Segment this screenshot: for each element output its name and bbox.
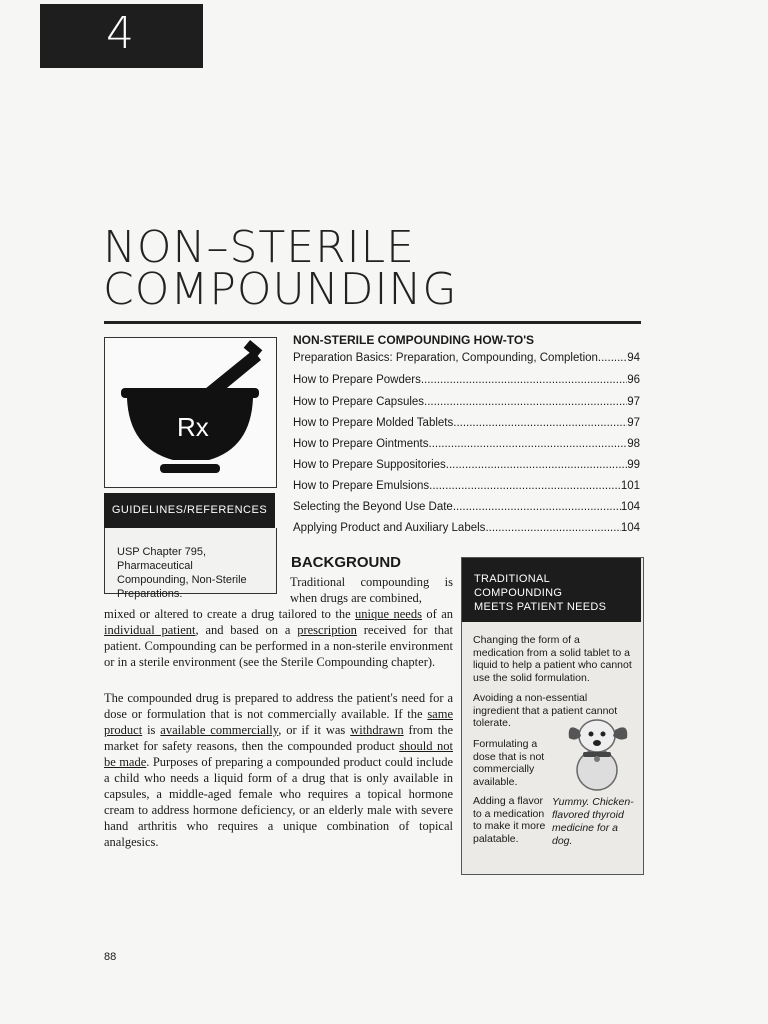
svg-text:Rx: Rx: [177, 412, 209, 442]
sidebar-item: Avoiding a non-essential ingredient that a patient cannot tolerate.: [473, 692, 618, 729]
sidebar-yummy-note: Yummy. Chicken-flavored thyroid medicine for a dog.: [552, 796, 634, 847]
background-paragraph-1-start: Traditional compounding is when drugs are combined,: [290, 575, 453, 605]
chapter-title-line-1: NON–STERILE: [103, 222, 415, 273]
guidelines-heading: GUIDELINES/REFERENCES: [104, 493, 275, 528]
toc-entry: How to Prepare Molded Tablets ..... 97: [293, 417, 640, 429]
background-paragraph-1: mixed or altered to create a drug tailored to the unique needs of an individual patient, and based on a prescription received for that patient. Compounding can be performed in a non-sterile environment or in a sterile environment (see the Sterile Compounding chapter).: [104, 607, 454, 669]
chapter-title-line-2: COMPOUNDING: [103, 264, 458, 315]
toc-entry: Preparation Basics: Preparation, Compounding, Completion ..... 94: [293, 352, 640, 364]
dog-icon: [565, 708, 635, 794]
sidebar-heading: TRADITIONAL COMPOUNDING MEETS PATIENT NEEDS: [462, 558, 641, 622]
sidebar-item: Formulating a dose that is not commercially available.: [473, 738, 545, 788]
background-heading: BACKGROUND: [291, 554, 401, 571]
toc-entry: How to Prepare Suppositories ..... 99: [293, 459, 640, 471]
mortar-pestle-illustration: [104, 337, 277, 488]
sidebar-item: Changing the form of a medication from a solid tablet to a liquid to help a patient who cannot use the solid formulation.: [473, 634, 632, 684]
title-divider: [104, 321, 641, 324]
toc-entry: How to Prepare Emulsions ..... 101: [293, 480, 640, 492]
howto-heading: NON-STERILE COMPOUNDING HOW-TO'S: [293, 333, 535, 347]
toc-entry: How to Prepare Ointments ..... 98: [293, 438, 640, 450]
toc-entry: How to Prepare Powders ..... 96: [293, 374, 640, 386]
background-paragraph-2: The compounded drug is prepared to address the patient's need for a dose or formulation that is not commercially available. If the same product is available commercially, or if it was withdrawn from the market for safety reasons, then the compounded product should not be made. Purposes of preparing a compounded product could include a child who needs a liquid form of a drug that is only available in capsules, a middle-aged female who requires a topical hormone cream to address hormone deficiency, or an elderly male with severe hand arthritis who requires a unique combination of topical analgesics.: [104, 691, 453, 849]
sidebar-item: Adding a flavor to a medication to make it more palatable.: [473, 795, 546, 845]
mortar-pestle-icon: [105, 338, 276, 487]
toc-entry: Applying Product and Auxiliary Labels ..... 104: [293, 522, 640, 534]
toc-entry: How to Prepare Capsules ..... 97: [293, 396, 640, 408]
page-number: 88: [104, 951, 117, 963]
toc-entry: Selecting the Beyond Use Date ..... 104: [293, 501, 640, 513]
chapter-number: 4: [106, 8, 134, 59]
guidelines-text: USP Chapter 795, Pharmaceutical Compounding, Non-Sterile Preparations.: [117, 546, 247, 600]
